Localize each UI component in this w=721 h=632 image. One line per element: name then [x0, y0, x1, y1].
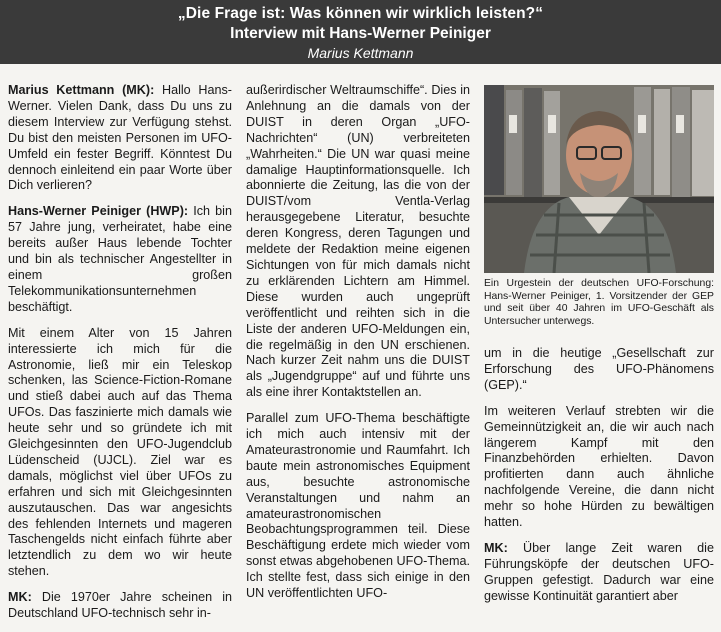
speaker-label: MK:: [484, 540, 508, 555]
article-subtitle: Interview mit Hans-Werner Peiniger: [230, 25, 491, 42]
speaker-label: Hans-Werner Peiniger (HWP):: [8, 204, 189, 219]
paragraph: um in die heutige „Gesellschaft zur Erforschung des UFO-Phänomens (GEP).“: [484, 346, 714, 392]
photo-caption: Ein Urgestein der deutschen UFO-Forschung: Hans-Werner Peiniger, 1. Vorsitzender der GEP und seit über 40 Jahren im UFO-Geschäft als Untersucher unterwegs.: [484, 278, 714, 327]
paragraph: außerirdischer Weltraumschiffe“. Dies in Anlehnung an die damals von der DUIST in deren Organ „UFO-Nachrichten“ (UN) verbreiteten „Wahrheiten.“ Die UN war quasi meine damalige Hauptinformationsquelle. Ich abonnierte die Zeitung, las die von der DUIST/vom Ventla-Verlag herausgegebene Literatur, besuchte deren Kongress, deren Tagungen und meldete der Redaktion meine eigenen Sichtungen von für mich damals nicht zu erklärenden Lichtern am Himmel. Diese wurden auch ungeprüft veröffentlicht und reihten sich in die Liste der anderen UFO-Meldungen ein, die regelmäßig in den UN erschienen. Nach kurzer Zeit nahm uns die DUIST als „Jugendgruppe“ auf und führte uns als eine ihrer Kontaktstellen an.: [246, 83, 470, 400]
article-title: „Die Frage ist: Was können wir wirklich leisten?“: [177, 5, 544, 22]
text-column-1: [8, 83, 232, 632]
text-column-3: [484, 346, 714, 615]
paragraph: [8, 83, 232, 194]
paragraph-text: Über lange Zeit waren die Führungsköpfe der deutschen UFO-Gruppen gefestigt. Dadurch war eine gewisse Kontinuität garantiert aber: [484, 540, 714, 603]
text-column-2: [246, 83, 470, 612]
paragraph-text: Hallo Hans-Werner. Vielen Dank, dass Du uns zu diesem Interview zur Verfügung stehst. Du bist den meisten Personen im UFO-Umfeld ein fester Begriff. Könntest Du dennoch einleitend ein paar Worte über Dich verlieren?: [8, 83, 232, 193]
paragraph: [484, 541, 714, 605]
paragraph-text: Die 1970er Jahre scheinen in Deutschland UFO-technisch sehr in-: [8, 590, 232, 621]
portrait-photo: [484, 85, 714, 273]
article-author: Marius Kettmann: [307, 45, 414, 61]
paragraph: Im weiteren Verlauf strebten wir die Gemeinnützigkeit an, die wir auch nach längerem Kampf mit den Finanzbehörden erhielten. Davon profitierten dann auch ähnliche nachfolgende Vereine, die dann nicht mehr so hohe Hürden zu bewältigen hatten.: [484, 403, 714, 530]
speaker-label: MK:: [8, 590, 32, 605]
article-header: [0, 0, 721, 64]
portrait-illustration: [484, 85, 714, 273]
paragraph: Mit einem Alter von 15 Jahren interessierte ich mich für die Astronomie, ließ mir ein Teleskop schenken, las Science-Fiction-Romane und stieß dabei auch auf das Thema UFOs. Das faszinierte mich damals wie heute sehr und so gründete ich mit Gleichgesinnten den UFO-Jugendclub Lüdenscheid (UJCL). Ziel war es damals, möglichst viel über UFOs zu erfahren und sich mit Gleichgesinnten auszutauschen. Das war angesichts des fehlenden Internets und mageren Taschengelds nicht einfach führte aber letztendlich zu dem wo wir heute stehen.: [8, 325, 232, 579]
paragraph: Parallel zum UFO-Thema beschäftigte ich mich auch intensiv mit der Amateurastronomie und Raumfahrt. Ich baute mein astronomisches Equipment aus, besuchte astronomische Veranstaltungen und nahm an amateurastronomischen Beobachtungsprogrammen teil. Diese Beschäftigung erdete mich wieder vom sonst etwas abgehobenen UFO-Thema. Ich stellte fest, dass sich einige in den UN veröffentlichten UFO-: [246, 411, 471, 601]
paragraph: [8, 590, 232, 622]
paragraph-text: Ich bin 57 Jahre jung, verheiratet, habe eine bereits außer Haus lebende Tochter und bin als technischer Angestellter in einem großen Telekommunikationsunternehmen beschäftigt.: [8, 204, 232, 314]
speaker-label: Marius Kettmann (MK):: [8, 83, 155, 97]
paragraph: [8, 204, 232, 315]
